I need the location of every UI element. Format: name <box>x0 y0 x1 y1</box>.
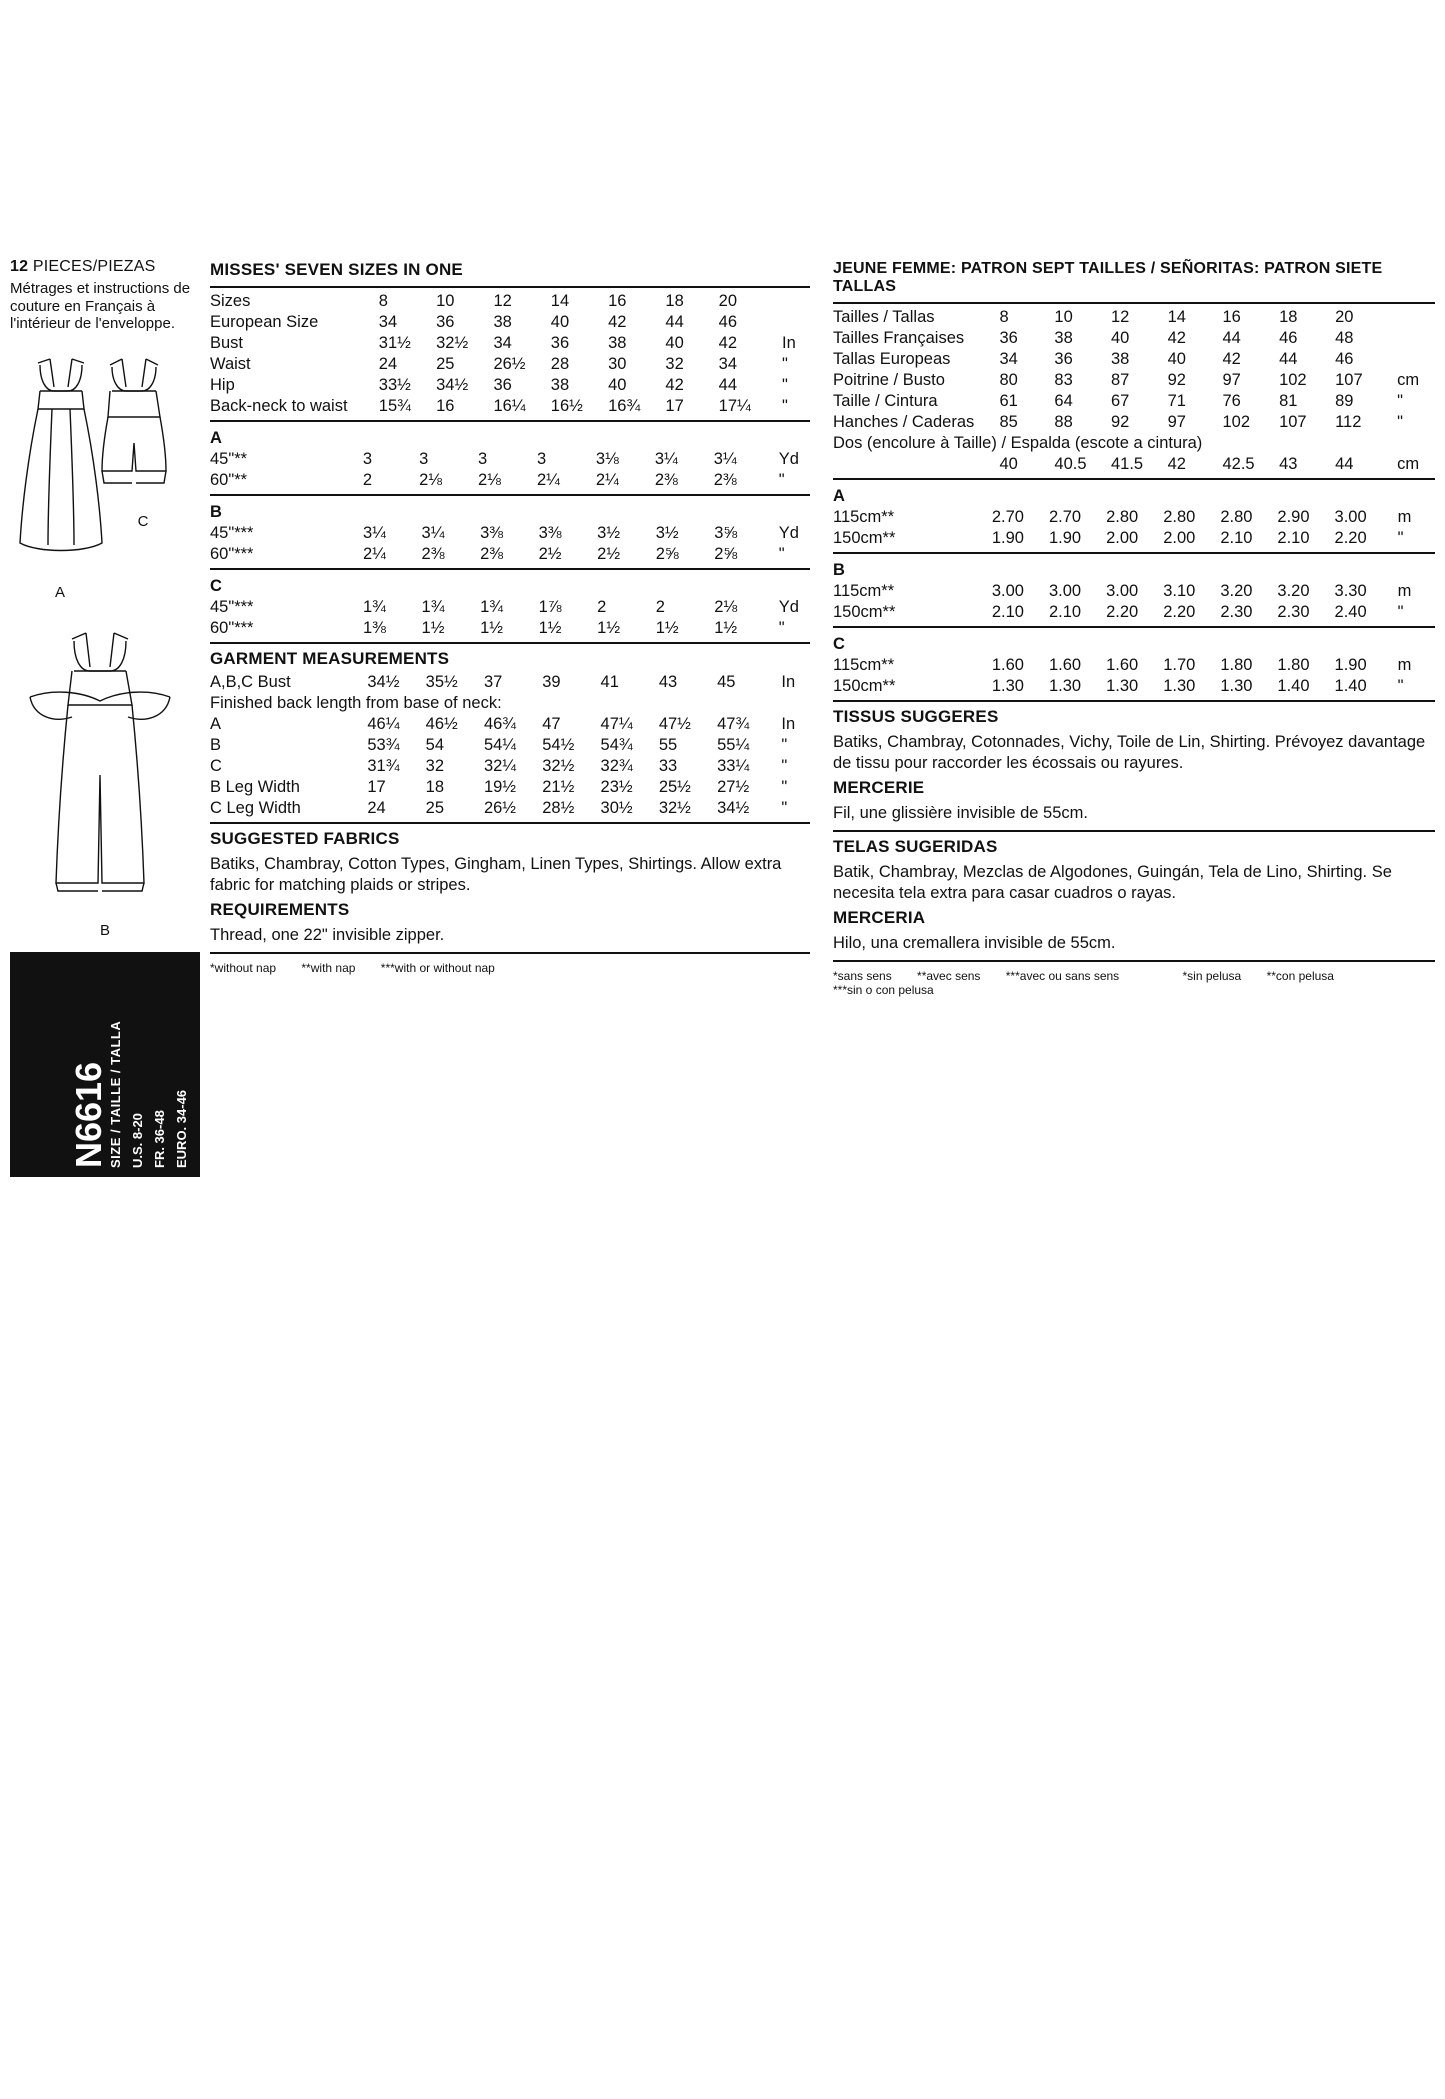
telas-title: TELAS SUGERIDAS <box>833 836 998 856</box>
suggested-fabrics-text: Batiks, Chambray, Cotton Types, Gingham, Linen Types, Shirtings. Allow extra fabric for matching plaids or stripes. <box>210 855 782 894</box>
foreign-yardage-c <box>833 631 1435 697</box>
footnote-fr-3: ***avec ou sans sens <box>1005 968 1120 983</box>
footnote-2: **with nap <box>301 960 356 975</box>
foreign-footnotes <box>833 965 1435 997</box>
table-row: Hanches / Caderas 85 88 92 97 102 107 112 " <box>833 413 1403 431</box>
footnote-3: ***with or without nap <box>380 960 495 975</box>
table-row: Tailles / Tallas 8 10 12 14 16 18 20 <box>833 308 1354 326</box>
back-note-row <box>833 433 1435 454</box>
table-row: B Leg Width 17 18 19½ 21½ 23½ 25½ 27½ " <box>210 778 788 796</box>
footnote-fr-2: **avec sens <box>917 968 981 983</box>
garment-measurements-title: GARMENT MEASUREMENTS <box>210 649 450 668</box>
group-label-row: B <box>210 503 222 521</box>
table-row: Sizes 8 10 12 14 16 18 20 <box>210 292 738 310</box>
garment-measurements-table <box>210 672 810 819</box>
merceria-title: MERCERIA <box>833 908 926 928</box>
table-row: Back-neck to waist 15¾ 16 16¼ 16½ 16¾ 17 17¼ " <box>210 397 788 415</box>
table-row: B 53¾ 54 54¼ 54½ 54¾ 55 55¼ " <box>210 736 788 754</box>
footnote-es-3: ***sin o con pelusa <box>833 982 934 997</box>
foreign-size-table <box>833 307 1435 475</box>
table-row: A 46¼ 46½ 46¾ 47 47¼ 47½ 47¾ In <box>210 715 796 733</box>
mercerie-text: Fil, une glissière invisible de 55cm. <box>833 804 1088 823</box>
table-row: 150cm** 2.10 2.10 2.20 2.20 2.30 2.30 2.40 " <box>833 603 1404 621</box>
table-row: 40 40.5 41.5 42 42.5 43 44 cm <box>999 455 1420 473</box>
group-label-row: C <box>210 577 222 595</box>
finished-note-row <box>210 693 810 714</box>
tissus-title: TISSUS SUGGERES <box>833 707 999 726</box>
size-euro: EURO. 34-46 <box>174 1089 189 1168</box>
line-drawing-romper-c <box>88 347 198 517</box>
footnote-1: *without nap <box>210 960 277 975</box>
table-row: 45"*** 1¾ 1¾ 1¾ 1⅞ 2 2 2⅛ Yd <box>210 598 799 616</box>
pieces-line <box>10 258 200 276</box>
table-row: 150cm** 1.90 1.90 2.00 2.00 2.10 2.10 2.20 " <box>833 529 1404 547</box>
table-row: 150cm** 1.30 1.30 1.30 1.30 1.30 1.40 1.40 " <box>833 677 1404 695</box>
table-row: 45"*** 3¼ 3¼ 3⅜ 3⅜ 3½ 3½ 3⅝ Yd <box>210 524 799 542</box>
table-row: Poitrine / Busto 80 83 87 92 97 102 107 cm <box>833 371 1420 389</box>
english-column <box>210 258 810 975</box>
merceria-text: Hilo, una cremallera invisible de 55cm. <box>833 934 1116 953</box>
table-row: 60"*** 2¼ 2⅜ 2⅜ 2½ 2½ 2⅝ 2⅝ " <box>210 545 785 563</box>
english-yardage-b <box>210 499 810 565</box>
row-label: Sizes <box>210 292 251 310</box>
group-label-row: B <box>833 561 845 579</box>
variant-letter: A <box>138 2033 180 2098</box>
finished-length-note: Finished back length from base of neck: <box>210 694 502 712</box>
table-row: Bust 31½ 32½ 34 36 38 40 42 In <box>210 334 796 352</box>
group-label-row: C <box>833 635 845 653</box>
table-row: Hip 33½ 34½ 36 38 40 42 44 " <box>210 376 788 394</box>
requirements-title: REQUIREMENTS <box>210 900 350 920</box>
french-note: Métrages et instructions de couture en Français à l'intérieur de l'enveloppe. <box>10 280 191 333</box>
back-neck-note: Dos (encolure à Taille) / Espalda (escote a cintura) <box>833 434 1203 452</box>
english-yardage-c <box>210 573 810 639</box>
mercerie-title: MERCERIE <box>833 778 925 798</box>
table-row: 60"*** 1⅜ 1½ 1½ 1½ 1½ 1½ 1½ " <box>210 619 785 637</box>
figure-a-label: A <box>54 584 65 602</box>
footnote-es-2: **con pelusa <box>1266 968 1334 983</box>
telas-text: Batik, Chambray, Mezclas de Algodones, Guingán, Tela de Lino, Shirting. Se necesita tela extra para casar cuadros o rayas. <box>833 862 1392 902</box>
table-row: C Leg Width 24 25 26½ 28½ 30½ 32½ 34½ " <box>210 799 788 817</box>
pattern-number: N6616 <box>68 1061 109 1168</box>
table-row: Tallas Europeas 34 36 38 40 42 44 46 <box>833 350 1354 368</box>
group-label-row: A <box>210 429 222 447</box>
english-size-table <box>210 291 810 417</box>
pattern-logo-box <box>10 952 200 2098</box>
footnote-es-1: *sin pelusa <box>1182 968 1242 983</box>
size-us: U.S. 8-20 <box>130 1113 145 1168</box>
table-row: 60"** 2 2⅛ 2⅛ 2¼ 2¼ 2⅜ 2⅜ " <box>210 471 785 489</box>
foreign-yardage-b <box>833 557 1435 623</box>
group-label-row: A <box>833 487 845 505</box>
figure-b <box>10 625 200 939</box>
table-row: 115cm** 3.00 3.00 3.00 3.10 3.20 3.20 3.30 m <box>833 582 1412 600</box>
line-drawing-jumpsuit-b <box>10 625 200 915</box>
figure-c-label: C <box>137 513 149 531</box>
english-footnotes <box>210 957 810 975</box>
table-row: Waist 24 25 26½ 28 30 32 34 " <box>210 355 788 373</box>
foreign-column <box>833 258 1435 997</box>
illustration-column <box>10 258 200 939</box>
foreign-title: JEUNE FEMME: PATRON SEPT TAILLES / SEÑORITAS: PATRON SIETE TALLAS <box>833 260 1383 295</box>
table-row: 115cm** 2.70 2.70 2.80 2.80 2.80 2.90 3.00 m <box>833 508 1412 526</box>
table-row: Tailles Françaises 36 38 40 42 44 46 48 <box>833 329 1354 347</box>
table-row: 45"** 3 3 3 3 3⅛ 3¼ 3¼ Yd <box>210 450 799 468</box>
english-yardage-a <box>210 425 810 491</box>
pieces-count: 12 <box>10 258 29 275</box>
size-fr: FR. 36-48 <box>152 1110 167 1168</box>
footnote-fr-1: *sans sens <box>833 968 892 983</box>
table-row: 115cm** 1.60 1.60 1.60 1.70 1.80 1.80 1.90 m <box>833 656 1412 674</box>
pieces-label: PIECES/PIEZAS <box>32 258 156 275</box>
tissus-text: Batiks, Chambray, Cotonnades, Vichy, Toile de Lin, Shirting. Prévoyez davantage de tissu pour raccorder les écossais ou rayures. <box>833 733 1426 772</box>
table-row: C 31¾ 32 32¼ 32½ 32¾ 33 33¼ " <box>210 757 788 775</box>
table-row: A,B,C Bust 34½ 35½ 37 39 41 43 45 In <box>210 673 796 691</box>
figure-b-label: B <box>99 922 110 940</box>
foreign-yardage-a <box>833 483 1435 549</box>
figure-a-c <box>10 347 200 601</box>
table-row: Taille / Cintura 61 64 67 71 76 81 89 " <box>833 392 1403 410</box>
size-label: SIZE / TAILLE / TALLA <box>108 1020 123 1168</box>
suggested-fabrics-title: SUGGESTED FABRICS <box>210 829 400 848</box>
english-title: MISSES' SEVEN SIZES IN ONE <box>210 260 463 279</box>
requirements-text: Thread, one 22" invisible zipper. <box>210 926 445 945</box>
table-row: European Size 34 36 38 40 42 44 46 <box>210 313 738 331</box>
